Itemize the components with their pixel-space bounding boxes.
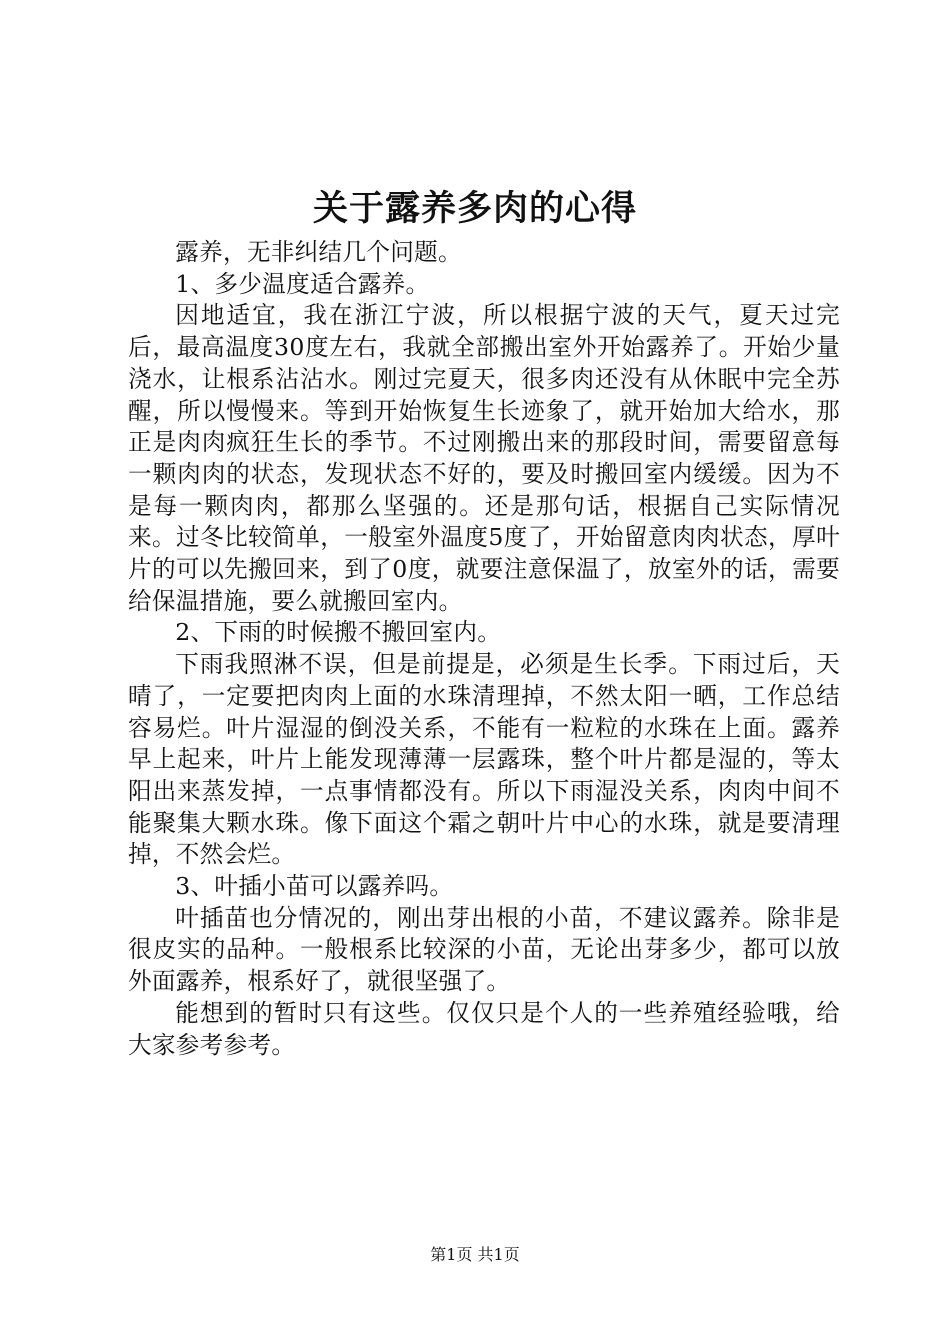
heading-question-1: 1、多少温度适合露养。: [175, 269, 430, 298]
paragraph-intro: 露养，无非纠结几个问题。: [175, 238, 462, 266]
document-title: 关于露养多肉的心得: [312, 188, 637, 229]
paragraph-answer-3: 叶插苗也分情况的，刚出芽出根的小苗，不建议露养。除非是很皮实的品种。一般根系比较深的小苗，无论出芽多少，都可以放外面露养，根系好了，就很坚强了。: [128, 903, 840, 996]
document-body: [128, 237, 840, 1061]
paragraph-answer-1: 因地适宜，我在浙江宁波，所以根据宁波的天气，夏天过完后，最高温度30度左右，我就全部搬出室外开始露养了。开始少量浇水，让根系沾沾水。刚过完夏天，很多肉还没有从休眠中完全苏醒，所以慢慢来。等到开始恢复生长迹象了，就开始加大给水，那正是肉肉疯狂生长的季节。不过刚搬出来的那段时间，需要留意每一颗肉肉的状态，发现状态不好的，要及时搬回室内缓缓。因为不是每一颗肉肉，都那么坚强的。还是那句话，根据自己实际情况来。过冬比较简单，一般室外温度5度了，开始留意肉肉状态，厚叶片的可以先搬回来，到了0度，就要注意保温了，放室外的话，需要给保温措施，要么就搬回室内。: [128, 301, 840, 615]
page-footer: 第1页 共1页: [430, 1245, 520, 1264]
paragraph-conclusion: 能想到的暂时只有这些。仅仅只是个人的一些养殖经验哦，给大家参考参考。: [128, 998, 840, 1059]
paragraph-answer-2: 下雨我照淋不误，但是前提是，必须是生长季。下雨过后，天晴了，一定要把肉肉上面的水珠清理掉，不然太阳一晒，工作总结容易烂。叶片湿湿的倒没关系，不能有一粒粒的水珠在上面。露养早上起来，叶片上能发现薄薄一层露珠，整个叶片都是湿的，等太阳出来蒸发掉，一点事情都没有。所以下雨湿没关系，肉肉中间不能聚集大颗水珠。像下面这个霜之朝叶片中心的水珠，就是要清理掉，不然会烂。: [128, 650, 840, 869]
heading-question-3: 3、叶插小苗可以露养吗。: [175, 872, 454, 901]
heading-question-2: 2、下雨的时候搬不搬回室内。: [175, 618, 502, 647]
